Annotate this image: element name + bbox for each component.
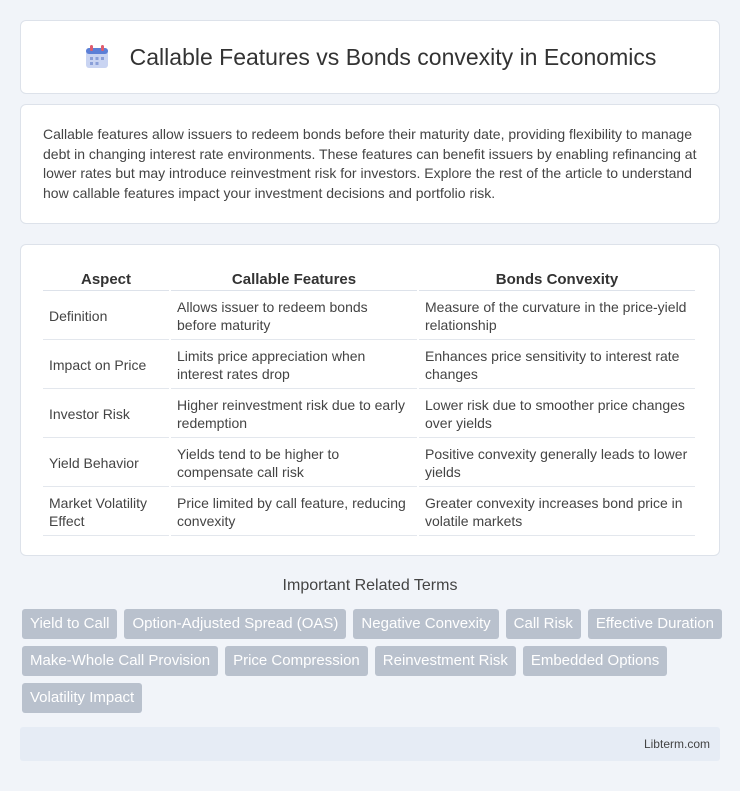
- table-cell-convexity: Measure of the curvature in the price-yield relationship: [419, 293, 695, 340]
- table-cell-convexity: Positive convexity generally leads to lower yields: [419, 440, 695, 487]
- table-cell-aspect: Impact on Price: [43, 342, 169, 389]
- table-row: [43, 440, 695, 487]
- column-header-aspect: Aspect: [43, 267, 169, 291]
- term-tag[interactable]: Volatility Impact: [22, 683, 142, 713]
- table-cell-aspect: Market Volatility Effect: [43, 489, 169, 536]
- term-tag[interactable]: Effective Duration: [588, 609, 722, 639]
- comparison-table: [41, 265, 697, 538]
- header-card: [20, 20, 720, 94]
- comparison-table-card: [20, 244, 720, 556]
- table-header-row: [43, 267, 695, 291]
- table-row: [43, 342, 695, 389]
- intro-text: Callable features allow issuers to redeem bonds before their maturity date, providing flexibility to manage debt in changing interest rate environments. These features can benefit issuers by enabling refinancing at lower rates but may introduce reinvestment risk for investors. Explore the rest of the article to understand how callable features impact your investment decisions and portfolio risk.: [43, 126, 697, 201]
- table-cell-aspect: Investor Risk: [43, 391, 169, 438]
- related-terms-list: [22, 609, 722, 713]
- table-cell-convexity: Enhances price sensitivity to interest rate changes: [419, 342, 695, 389]
- table-cell-aspect: Definition: [43, 293, 169, 340]
- table-cell-callable: Price limited by call feature, reducing convexity: [171, 489, 417, 536]
- term-tag[interactable]: Negative Convexity: [353, 609, 498, 639]
- column-header-convexity: Bonds Convexity: [419, 267, 695, 291]
- term-tag[interactable]: Yield to Call: [22, 609, 117, 639]
- intro-card: [20, 104, 720, 224]
- term-tag[interactable]: Price Compression: [225, 646, 368, 676]
- related-terms-title: Important Related Terms: [282, 577, 458, 594]
- term-tag[interactable]: Embedded Options: [523, 646, 667, 676]
- term-tag[interactable]: Option-Adjusted Spread (OAS): [124, 609, 346, 639]
- column-header-callable: Callable Features: [171, 267, 417, 291]
- table-cell-aspect: Yield Behavior: [43, 440, 169, 487]
- footer: [20, 727, 720, 761]
- footer-site-link[interactable]: Libterm.com: [643, 737, 710, 751]
- term-tag[interactable]: Call Risk: [506, 609, 581, 639]
- table-cell-callable: Limits price appreciation when interest rates drop: [171, 342, 417, 389]
- table-cell-callable: Higher reinvestment risk due to early redemption: [171, 391, 417, 438]
- term-tag[interactable]: Make-Whole Call Provision: [22, 646, 218, 676]
- table-row: [43, 391, 695, 438]
- table-row: [43, 293, 695, 340]
- table-cell-convexity: Greater convexity increases bond price in volatile markets: [419, 489, 695, 536]
- table-cell-callable: Allows issuer to redeem bonds before maturity: [171, 293, 417, 340]
- table-row: [43, 489, 695, 536]
- table-cell-convexity: Lower risk due to smoother price changes over yields: [419, 391, 695, 438]
- page-title: Callable Features vs Bonds convexity in Economics: [129, 43, 657, 70]
- table-cell-callable: Yields tend to be higher to compensate call risk: [171, 440, 417, 487]
- term-tag[interactable]: Reinvestment Risk: [375, 646, 516, 676]
- calendar-icon: [84, 44, 110, 70]
